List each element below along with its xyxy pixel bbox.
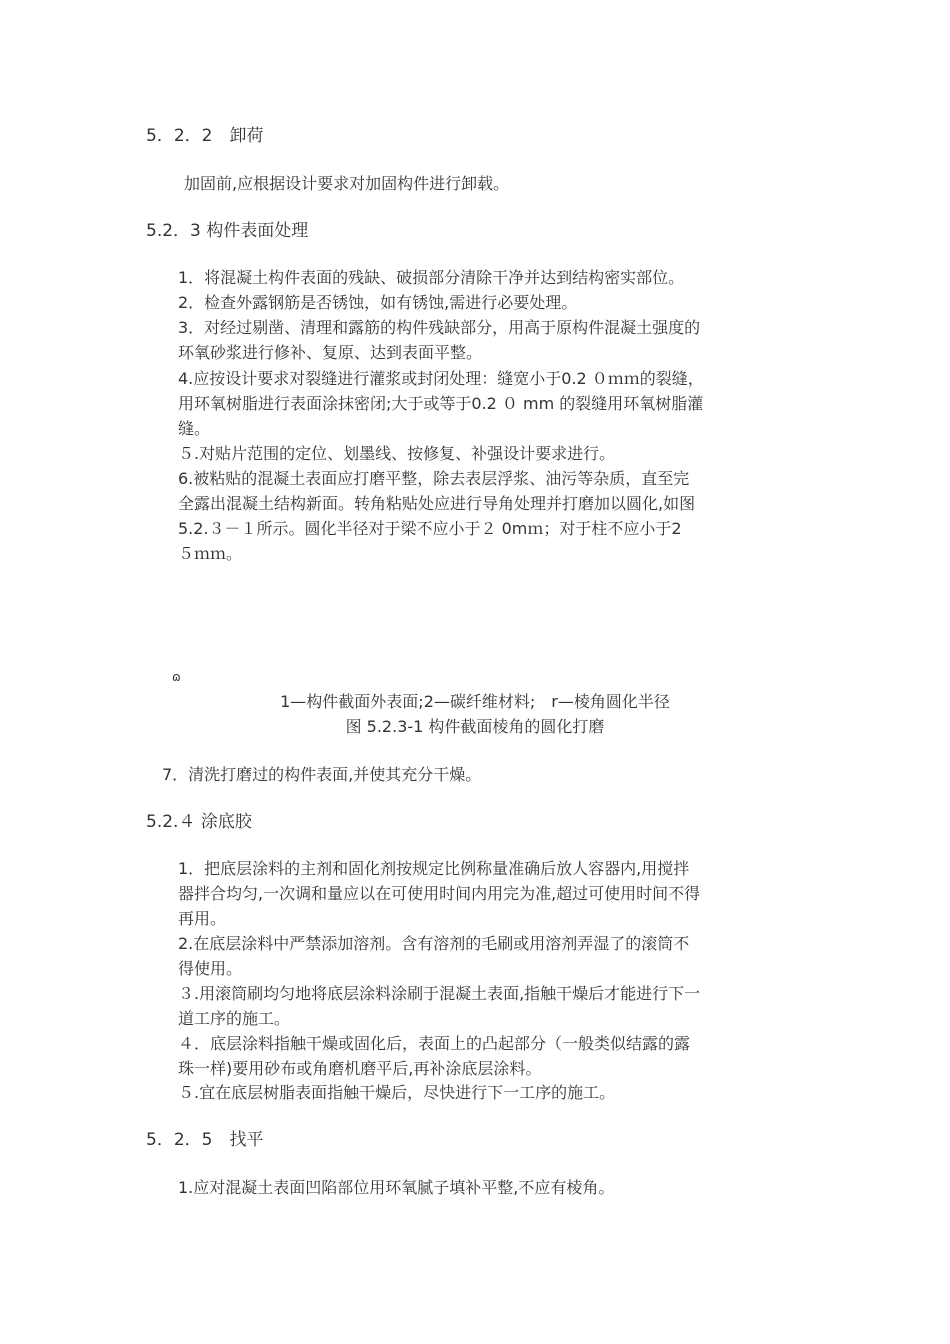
section-heading-5-2-4: 5.2.４ 涂底胶	[146, 812, 252, 832]
item-7: 7．清洗打磨过的构件表面,并使其充分干燥。	[162, 765, 482, 784]
figure-placeholder-glyph: ɷ	[172, 670, 181, 684]
text-line: 1．把底层涂料的主剂和固化剂按规定比例称量准确后放人容器内,用搅拌	[178, 859, 690, 878]
text-line: ５ｍｍ。	[178, 544, 243, 563]
text-line: ４．底层涂料指触干燥或固化后，表面上的凸起部分（一般类似结露的露	[178, 1034, 691, 1053]
text-line: ３.用滚筒刷均匀地将底层涂料涂刷于混凝土表面,指触干燥后才能进行下一	[178, 984, 701, 1003]
text-line: 全露出混凝土结构新面。转角粘贴处应进行导角处理并打磨加以圆化,如图	[178, 494, 696, 513]
paragraph-unloading: 加固前,应根据设计要求对加固构件进行卸载。	[184, 174, 510, 193]
text-line: 5.2.３－１所示。圆化半径对于梁不应小于２ 0mｍ；对于柱不应小于2	[178, 519, 682, 538]
text-line: 1.应对混凝土表面凹陷部位用环氧腻子填补平整,不应有棱角。	[178, 1178, 615, 1197]
section-heading-5-2-3: 5.2．3 构件表面处理	[146, 221, 309, 241]
text-line: 6.被粘贴的混凝土表面应打磨平整，除去表层浮浆、油污等杂质，直至完	[178, 469, 690, 488]
text-line: 得使用。	[178, 959, 243, 978]
text-line: 环氧砂浆进行修补、复原、达到表面平整。	[178, 343, 483, 362]
text-line: 珠一样)要用砂布或角磨机磨平后,再补涂底层涂料。	[178, 1059, 542, 1078]
figure-caption: 图 5.2.3-1 构件截面棱角的圆化打磨	[345, 717, 605, 736]
text-line: 1．将混凝土构件表面的残缺、破损部分清除干净并达到结构密实部位。	[178, 268, 685, 287]
text-line: 用环氧树脂进行表面涂抹密闭;大于或等于0.2 ０ mm 的裂缝用环氧树脂灌	[178, 394, 704, 413]
text-line: 4.应按设计要求对裂缝进行灌浆或封闭处理：缝宽小于0.2 ０ｍｍ的裂缝，	[178, 369, 704, 388]
text-line: 2．检查外露钢筋是否锈蚀，如有锈蚀,需进行必要处理。	[178, 293, 578, 312]
section-heading-5-2-2: 5．2．2 卸荷	[146, 126, 264, 146]
text-line: 再用。	[178, 909, 227, 928]
text-line: 2.在底层涂料中严禁添加溶剂。含有溶剂的毛刷或用溶剂弄湿了的滚筒不	[178, 934, 690, 953]
figure-legend: 1—构件截面外表面;2—碳纤维材料; r—棱角圆化半径	[280, 692, 670, 711]
text-line: 道工序的施工。	[178, 1009, 291, 1028]
text-line: 缝。	[178, 419, 211, 438]
text-line: ５.对贴片范围的定位、划墨线、按修复、补强设计要求进行。	[178, 444, 616, 463]
text-line: 器拌合均匀,一次调和量应以在可使用时间内用完为准,超过可使用时间不得	[178, 884, 701, 903]
text-line: ５.宜在底层树脂表面指触干燥后，尽快进行下一工序的施工。	[178, 1083, 616, 1102]
text-line: 3．对经过剔凿、清理和露筋的构件残缺部分，用高于原构件混凝土强度的	[178, 318, 701, 337]
section-heading-5-2-5: 5．2．5 找平	[146, 1130, 264, 1150]
